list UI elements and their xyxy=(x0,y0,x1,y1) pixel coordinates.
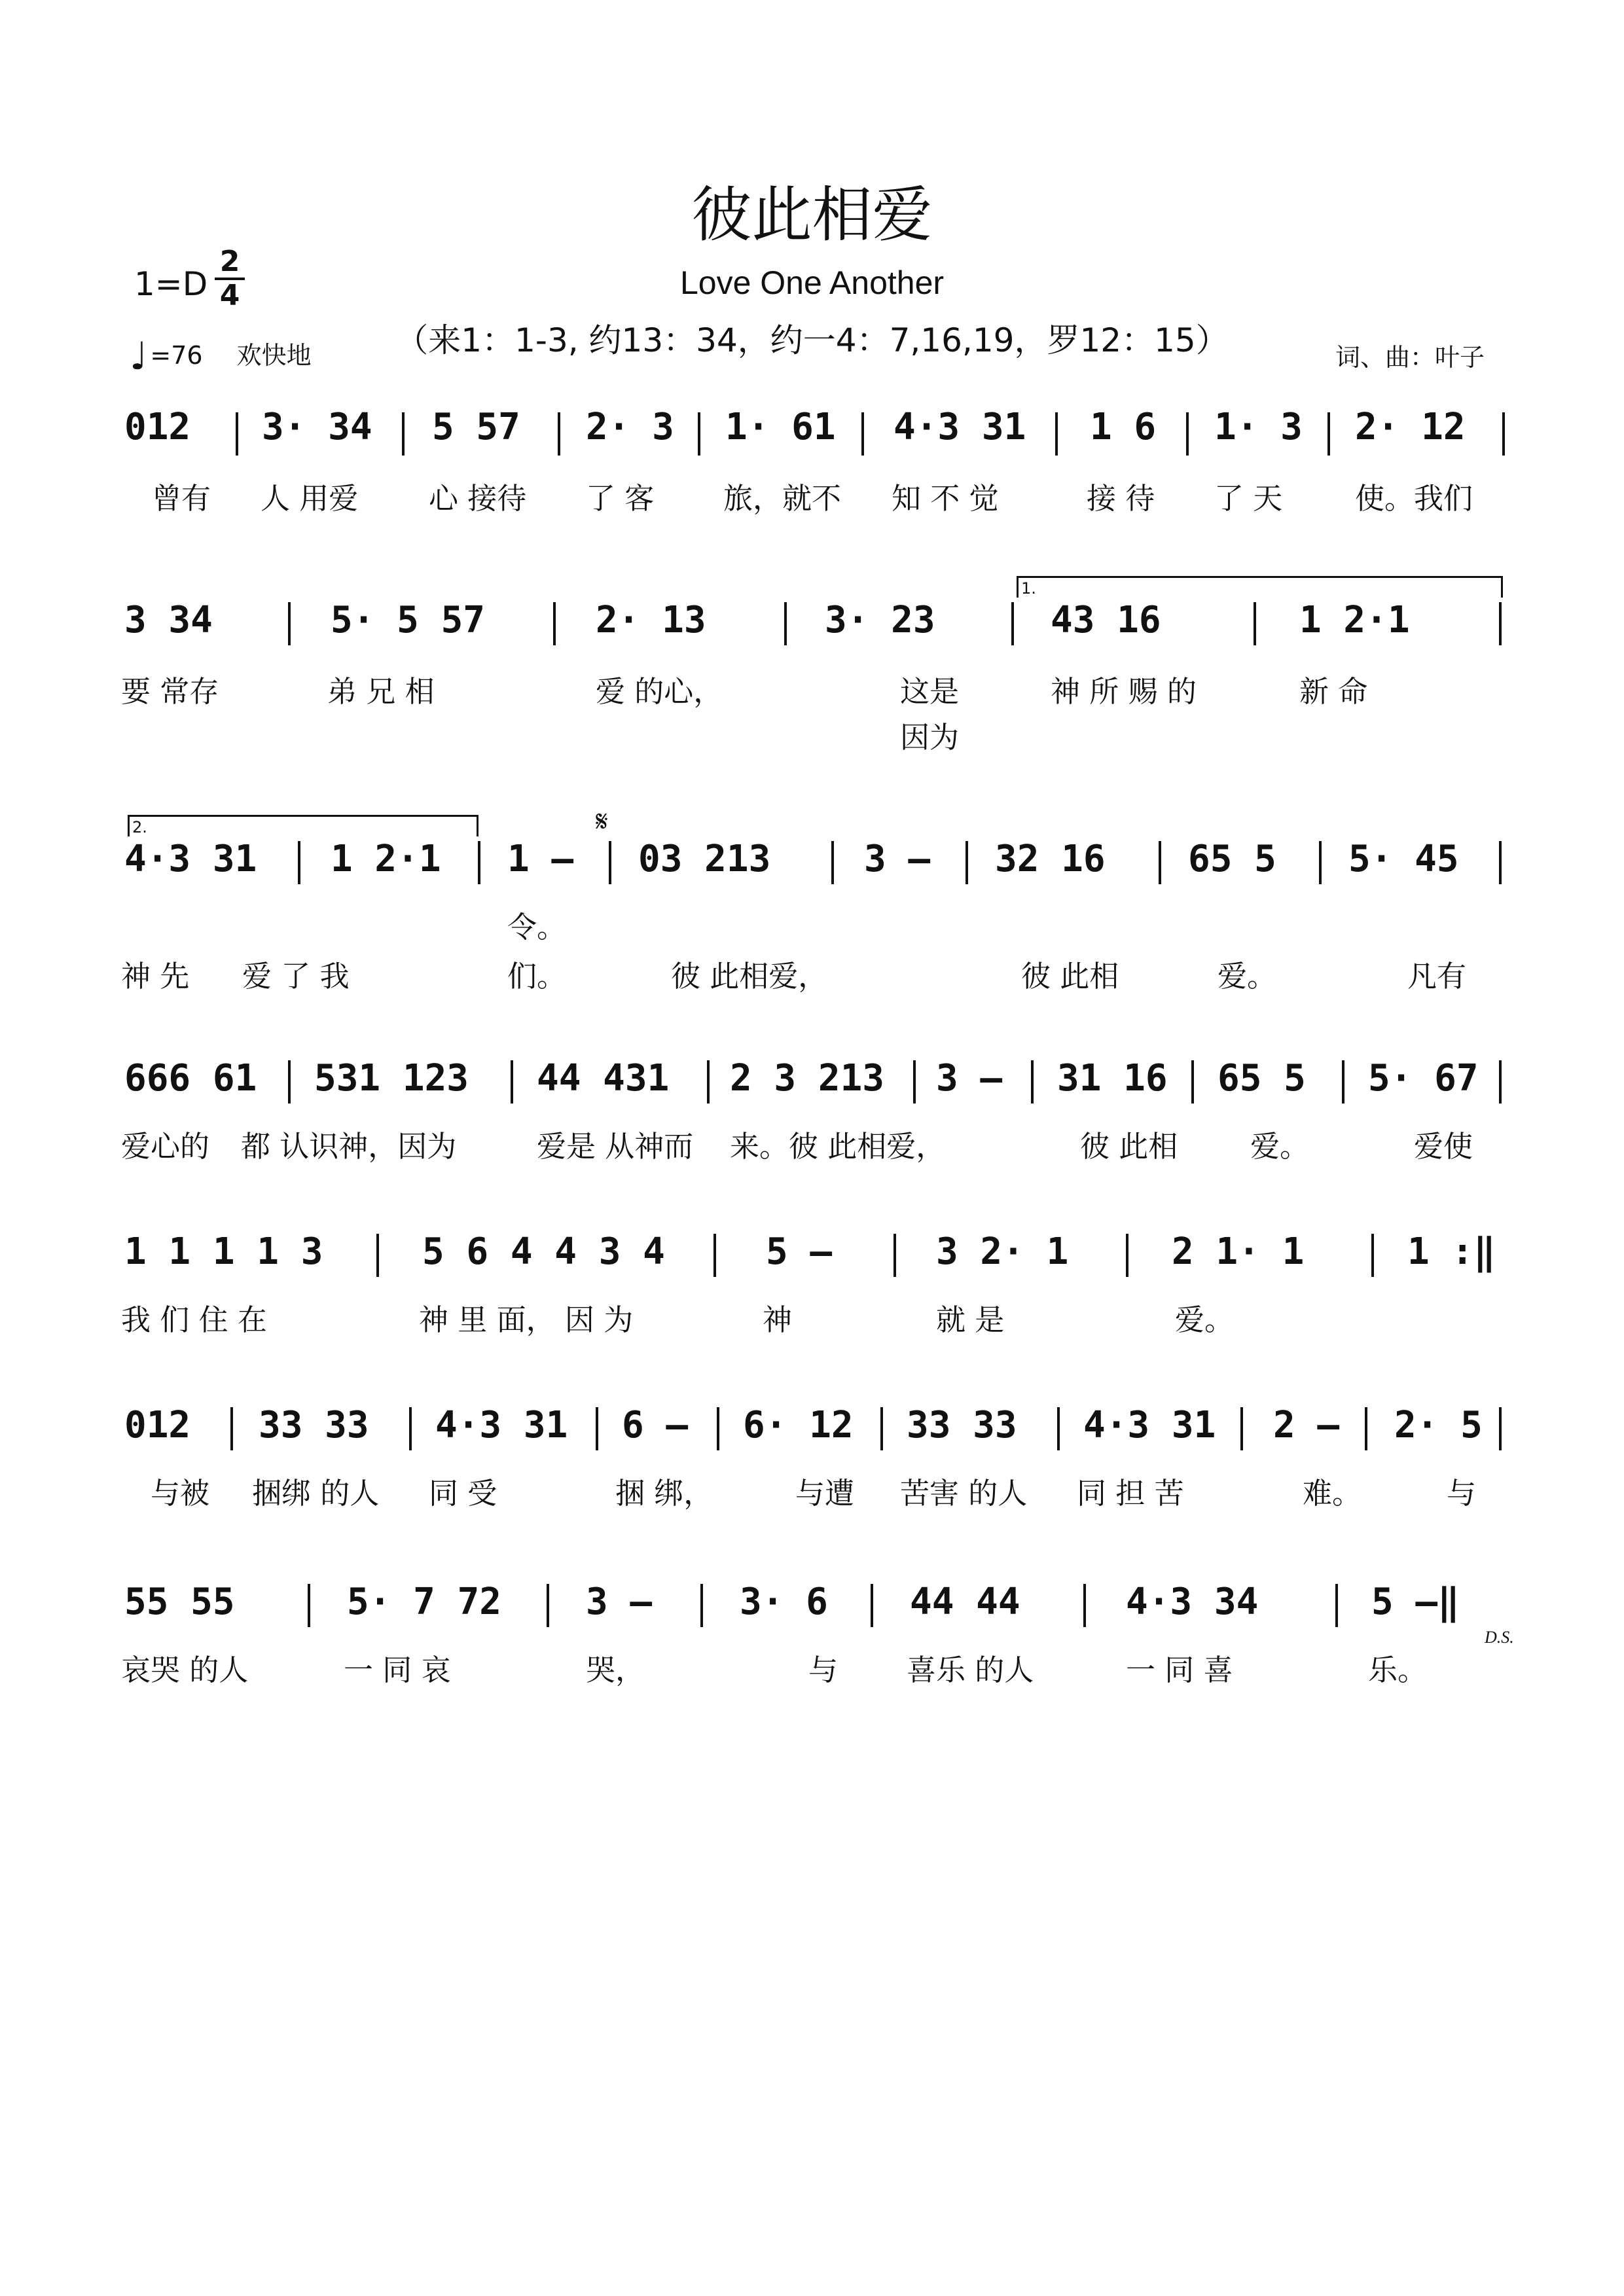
measure: 5 57 xyxy=(432,406,520,448)
measure: 6 – xyxy=(622,1404,689,1446)
measure: 44 431 xyxy=(537,1057,670,1100)
lyric: 知 不 觉 xyxy=(892,481,999,516)
lyric: 我 们 住 在 xyxy=(121,1302,267,1337)
lyric: 一 同 喜 xyxy=(1126,1653,1233,1687)
lyric-second-verse: 因为 xyxy=(900,720,960,755)
composer-credit: 词、曲：叶子 xyxy=(1335,343,1485,372)
lyric: 与遭 xyxy=(795,1476,855,1511)
lyric: 乐。 xyxy=(1368,1653,1428,1687)
measure: 3· 34 xyxy=(262,406,372,448)
measure: 1 :‖ xyxy=(1407,1230,1496,1273)
measure: 012 xyxy=(124,1404,191,1446)
measure: 33 33 xyxy=(907,1404,1017,1446)
time-signature-denominator: 4 xyxy=(219,279,240,312)
lyric: 心 接待 xyxy=(429,481,527,516)
lyric: 凡有 xyxy=(1407,959,1467,994)
measure: 3 – xyxy=(864,838,931,880)
lyric: 神 先 xyxy=(121,959,190,994)
measure: 2 1· 1 xyxy=(1172,1230,1305,1273)
measure: 5· 7 72 xyxy=(347,1581,502,1623)
measure: 4·3 31 xyxy=(124,838,257,880)
lyric: 了 客 xyxy=(586,481,655,516)
lyric: 人 用爱 xyxy=(261,481,359,516)
lyric: 难。 xyxy=(1303,1476,1362,1511)
lyric: 一 同 哀 xyxy=(344,1653,451,1687)
key-signature: 1=D xyxy=(134,265,208,303)
measure: 1 1 1 1 3 xyxy=(124,1230,323,1273)
lyric: 了 天 xyxy=(1214,481,1283,516)
measure: 5· 45 xyxy=(1348,838,1459,880)
measure: 3 – xyxy=(936,1057,1003,1100)
measure: 1 6 xyxy=(1090,406,1157,448)
lyric: 旅，就不 xyxy=(723,481,842,516)
lyric: 弟 兄 相 xyxy=(327,674,435,709)
volta-label: 1. xyxy=(1021,579,1036,598)
tempo-expression: 欢快地 xyxy=(236,341,312,370)
lyric: 与 xyxy=(1447,1476,1477,1511)
tempo-marking xyxy=(130,334,312,378)
song-title: 彼此相爱 xyxy=(691,180,933,250)
measure: 1 – xyxy=(507,838,574,880)
lyric: 爱是 从神而 xyxy=(537,1129,694,1164)
measure: 2 – xyxy=(1273,1404,1340,1446)
lyric: 彼 此相 xyxy=(1080,1129,1178,1164)
english-subtitle: Love One Another xyxy=(679,264,945,301)
measure: 4·3 31 xyxy=(1083,1404,1216,1446)
measure: 1· 61 xyxy=(725,406,836,448)
measure: 4·3 34 xyxy=(1126,1581,1259,1623)
measure: 33 33 xyxy=(259,1404,369,1446)
measure: 2· 5 xyxy=(1394,1404,1483,1446)
lyric: 曾有 xyxy=(152,481,211,516)
measure: 012 xyxy=(124,406,191,448)
measure: 2· 12 xyxy=(1355,406,1466,448)
lyric: 接 待 xyxy=(1087,481,1155,516)
lyric: 喜乐 的人 xyxy=(907,1653,1034,1687)
measure: 6· 12 xyxy=(743,1404,854,1446)
measure: 3 34 xyxy=(124,599,213,641)
measure: 5 –‖ xyxy=(1371,1581,1460,1623)
lyric: 捆绑 的人 xyxy=(252,1476,380,1511)
measure: 2 3 213 xyxy=(730,1057,885,1100)
volta-bracket-2 xyxy=(128,815,478,836)
measure: 3· 23 xyxy=(825,599,935,641)
lyric: 彼 此相爱， xyxy=(671,959,828,994)
lyric: 神 xyxy=(763,1302,793,1337)
lyric: 这是 xyxy=(900,674,960,709)
lyric: 爱。 xyxy=(1218,959,1277,994)
lyric: 与 xyxy=(808,1653,839,1687)
lyric: 爱心的 xyxy=(121,1129,210,1164)
measure: 31 16 xyxy=(1057,1057,1168,1100)
lyric: 与被 xyxy=(151,1476,210,1511)
measure: 55 55 xyxy=(124,1581,235,1623)
time-signature-numerator: 2 xyxy=(215,247,245,280)
dal-segno-mark: D.S. xyxy=(1485,1628,1514,1647)
lyric: 爱。 xyxy=(1175,1302,1235,1337)
measure: 5 – xyxy=(766,1230,833,1273)
time-signature xyxy=(215,247,245,310)
volta-label: 2. xyxy=(132,818,147,836)
lyric: 同 担 苦 xyxy=(1077,1476,1184,1511)
measure: 44 44 xyxy=(910,1581,1020,1623)
measure: 4·3 31 xyxy=(435,1404,568,1446)
lyric: 哭， xyxy=(586,1653,645,1687)
lyric: 彼 此相 xyxy=(1021,959,1119,994)
measure: 5· 5 57 xyxy=(331,599,486,641)
measure: 4·3 31 xyxy=(893,406,1026,448)
measure: 3 2· 1 xyxy=(936,1230,1069,1273)
quarter-note-icon: ♩ xyxy=(130,334,148,378)
lyric: 爱。 xyxy=(1250,1129,1310,1164)
measure: 1 2·1 xyxy=(1299,599,1410,641)
lyric: 新 命 xyxy=(1299,674,1368,709)
scripture-references: （来1：1-3, 约13：34，约一4：7,16,19，罗12：15） xyxy=(395,321,1229,359)
measure: 2· 13 xyxy=(596,599,706,641)
measure: 5· 67 xyxy=(1368,1057,1479,1100)
lyric: 爱 了 我 xyxy=(242,959,350,994)
segno-icon: 𝄋 xyxy=(596,805,608,838)
lyric: 捆 绑， xyxy=(615,1476,713,1511)
measure: 1 2·1 xyxy=(331,838,441,880)
lyric: 们。 xyxy=(507,959,567,994)
measure: 3· 6 xyxy=(740,1581,828,1623)
lyric: 就 是 xyxy=(936,1302,1005,1337)
measure: 1· 3 xyxy=(1214,406,1303,448)
lyric: 都 认识神，因为 xyxy=(241,1129,457,1164)
lyric: 神 里 面， 因 为 xyxy=(419,1302,634,1337)
measure: 32 16 xyxy=(995,838,1106,880)
measure: 531 123 xyxy=(314,1057,469,1100)
measure: 43 16 xyxy=(1051,599,1161,641)
measure: 65 5 xyxy=(1188,838,1276,880)
lyric: 神 所 赐 的 xyxy=(1051,674,1197,709)
measure: 5 6 4 4 3 4 xyxy=(422,1230,665,1273)
lyric: 来。彼 此相爱， xyxy=(730,1129,946,1164)
tempo-value: =76 xyxy=(150,341,203,370)
volta-bracket-1 xyxy=(1017,576,1503,598)
lyric: 哀哭 的人 xyxy=(121,1653,249,1687)
measure: 666 61 xyxy=(124,1057,257,1100)
lyric: 苦害 的人 xyxy=(900,1476,1028,1511)
lyric: 使。我们 xyxy=(1355,481,1473,516)
measure: 03 213 xyxy=(638,838,771,880)
lyric: 爱 的心， xyxy=(596,674,723,709)
measure: 65 5 xyxy=(1218,1057,1306,1100)
lyric: 要 常存 xyxy=(121,674,219,709)
lyric: 爱使 xyxy=(1414,1129,1473,1164)
measure: 2· 3 xyxy=(586,406,674,448)
lyric-above: 令。 xyxy=(507,910,567,944)
measure: 3 – xyxy=(586,1581,653,1623)
lyric: 同 受 xyxy=(429,1476,497,1511)
